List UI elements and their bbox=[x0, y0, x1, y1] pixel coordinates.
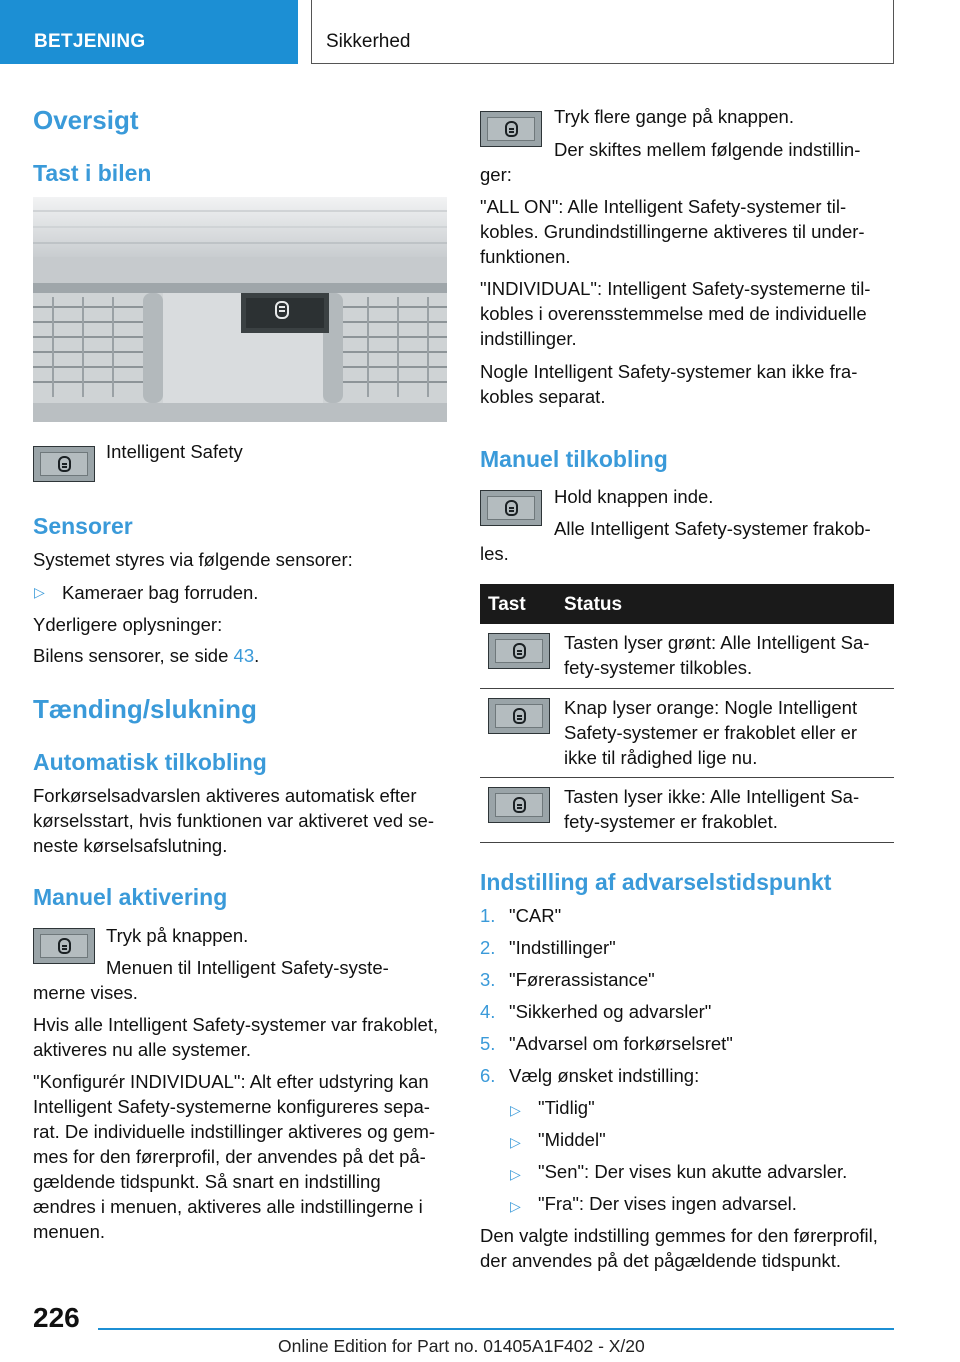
sensorer-text: Systemet styres via følgende sensorer: bbox=[33, 549, 353, 570]
button-image-green bbox=[488, 633, 550, 669]
manuel-aktivering-heading: Manuel aktivering bbox=[33, 884, 228, 910]
col-tast: Tast bbox=[488, 594, 526, 615]
more-info-label: Yderligere oplysninger: bbox=[33, 614, 223, 635]
header-chapter-label: Sikkerhed bbox=[326, 31, 411, 52]
safety-icon bbox=[513, 797, 526, 813]
bullet-triangle-icon: ▷ bbox=[510, 1102, 521, 1118]
button-image-hold bbox=[480, 490, 542, 526]
tryk-line1: Tryk flere gange på knappen. bbox=[554, 106, 794, 127]
sensorer-heading: Sensorer bbox=[33, 513, 133, 539]
page-link[interactable]: 43 bbox=[233, 645, 255, 666]
individual-paragraph: "INDIVIDUAL": Intelligent Safety-systemerne til- kobles i overensstemmelse med de individuelle indstillinger. bbox=[480, 278, 871, 349]
see-page-reference: Bilens sensorer, se side 43. bbox=[33, 645, 260, 666]
dashboard-illustration bbox=[33, 197, 447, 422]
bullet-triangle-icon: ▷ bbox=[510, 1198, 521, 1214]
header-section-tab bbox=[0, 0, 298, 64]
hold-line1: Hold knappen inde. bbox=[554, 486, 714, 507]
tryk-line3: ger: bbox=[480, 164, 512, 185]
status-table-header bbox=[480, 584, 894, 624]
manuel-tilkobling-heading: Manuel tilkobling bbox=[480, 446, 668, 472]
subheading-tast: Tast i bilen bbox=[33, 160, 152, 186]
table-row bbox=[480, 778, 894, 843]
nogle-paragraph: Nogle Intelligent Safety-systemer kan ikke fra- kobles separat. bbox=[480, 361, 858, 407]
section-title: Oversigt bbox=[33, 105, 139, 135]
button-image-toggle bbox=[480, 111, 542, 147]
page-number: 226 bbox=[33, 1302, 80, 1333]
auto-heading: Automatisk tilkobling bbox=[33, 749, 267, 775]
sensorer-item: Kameraer bag forruden. bbox=[62, 582, 259, 603]
header-chapter-box bbox=[311, 0, 894, 64]
footer-divider bbox=[98, 1328, 894, 1330]
bullet-triangle-icon: ▷ bbox=[510, 1134, 521, 1150]
table-row bbox=[480, 689, 894, 778]
bullet-triangle-icon: ▷ bbox=[510, 1166, 521, 1182]
hvis-paragraph: Hvis alle Intelligent Safety-systemer var frakoblet, aktiveres nu alle systemer. bbox=[33, 1014, 439, 1060]
header-section-label: BETJENING bbox=[34, 31, 146, 52]
auto-paragraph: Forkørselsadvarslen aktiveres automatisk efter kørselsstart, hvis funktionen var aktiveret ved se- neste kørselsafslutning. bbox=[33, 785, 434, 856]
table-row bbox=[480, 624, 894, 689]
konfig-paragraph: "Konfigurér INDIVIDUAL": Alt efter udstyring kan Intelligent Safety-systemerne konfigureres sepa- rat. De individuelle indstillinger aktiveres og gem- mes for den førerprofil, der anvendes på det på- gældende tidspunkt. Så snart en indstilling ændres i menuen, aktiveres alle indstillingerne i menuen. bbox=[33, 1071, 436, 1242]
indstilling-heading: Indstilling af advarselstidspunkt bbox=[480, 869, 832, 895]
closing-paragraph: Den valgte indstilling gemmes for den førerprofil, der anvendes på det pågældende tidspunkt. bbox=[480, 1225, 878, 1271]
safety-icon bbox=[58, 456, 71, 472]
button-caption: Intelligent Safety bbox=[106, 441, 243, 462]
safety-icon bbox=[505, 500, 518, 516]
button-image-orange bbox=[488, 698, 550, 734]
hold-line2: Alle Intelligent Safety-systemer frakob- bbox=[554, 518, 871, 539]
row-status-text: Tasten lyser grønt: Alle Intelligent Sa- fety-systemer tilkobles. bbox=[564, 632, 870, 678]
button-image-off bbox=[488, 787, 550, 823]
footer-edition: Online Edition for Part no. 01405A1F402 - X/20 bbox=[278, 1336, 645, 1356]
all-on-paragraph: "ALL ON": Alle Intelligent Safety-systemer til- kobles. Grundindstillingerne aktiveres til under- funktionen. bbox=[480, 196, 865, 267]
manuel-akt-line3: merne vises. bbox=[33, 982, 138, 1003]
tryk-line2: Der skiftes mellem følgende indstillin- bbox=[554, 139, 861, 160]
manuel-akt-line2: Menuen til Intelligent Safety-syste- bbox=[106, 957, 389, 978]
hold-line3: les. bbox=[480, 543, 509, 564]
safety-icon bbox=[505, 121, 518, 137]
button-image-activate bbox=[33, 928, 95, 964]
col-status: Status bbox=[564, 594, 623, 615]
intelligent-safety-button-image bbox=[33, 446, 95, 482]
row-status-text: Tasten lyser ikke: Alle Intelligent Sa- fety-systemer er frakoblet. bbox=[564, 786, 860, 832]
row-status-text: Knap lyser orange: Nogle Intelligent Safety-systemer er frakoblet eller er ikke til rådighed lige nu. bbox=[564, 697, 858, 768]
bullet-triangle-icon: ▷ bbox=[34, 584, 45, 600]
safety-icon bbox=[513, 708, 526, 724]
safety-icon bbox=[513, 643, 526, 659]
manuel-akt-line1: Tryk på knappen. bbox=[106, 925, 249, 946]
dashboard-button-photo bbox=[33, 197, 447, 422]
taending-heading: Tænding/slukning bbox=[33, 694, 257, 724]
safety-icon bbox=[58, 938, 71, 954]
